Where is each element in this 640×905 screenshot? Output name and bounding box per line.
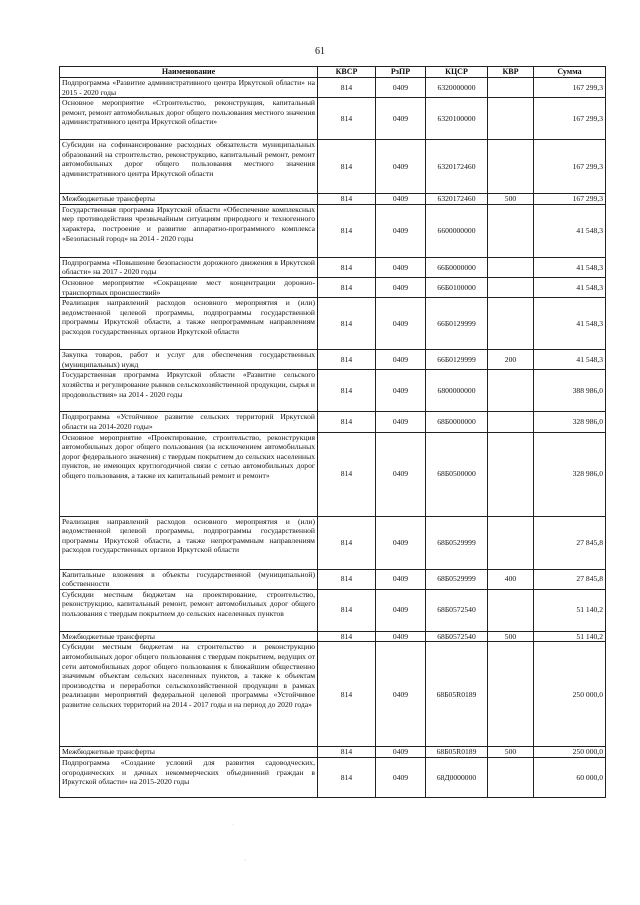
cell-kvsr: 814 [318, 370, 376, 412]
cell-name: Закупка товаров, работ и услуг для обеспечения государственных (муниципальных) нужд [60, 350, 318, 370]
cell-name: Межбюджетные трансферты [60, 747, 318, 758]
cell-rzpr: 0409 [376, 277, 426, 297]
cell-kvr [488, 204, 534, 257]
column-header-kvsr: КВСР [318, 67, 376, 78]
cell-sum: 167 299,3 [534, 78, 606, 98]
cell-kcsr: 68Д0000000 [426, 757, 488, 797]
cell-name: Субсидии на софинансирование расходных обязательств муниципальных образований на строительство, реконструкцию, капитальный ремонт, ремонт автомобильных дорог общего пользования местного значения административного центра Иркутской области [60, 140, 318, 194]
cell-kvsr: 814 [318, 204, 376, 257]
cell-rzpr: 0409 [376, 204, 426, 257]
cell-kvr [488, 78, 534, 98]
table-row [60, 631, 606, 642]
cell-kvsr: 814 [318, 432, 376, 516]
cell-rzpr: 0409 [376, 370, 426, 412]
cell-kvsr: 814 [318, 350, 376, 370]
cell-name: Субсидии местным бюджетам на проектирование, строительство, реконструкцию, капитальный ремонт, ремонт автомобильных дорог общего пользования с твердым покрытием до сельских населенных пунктов [60, 589, 318, 631]
cell-sum: 167 299,3 [534, 194, 606, 205]
column-header-sum: Сумма [534, 67, 606, 78]
table-row [60, 257, 606, 277]
cell-rzpr: 0409 [376, 140, 426, 194]
cell-kvr [488, 642, 534, 747]
cell-rzpr: 0409 [376, 747, 426, 758]
cell-kcsr: 68Б0000000 [426, 412, 488, 432]
cell-kvr [488, 412, 534, 432]
cell-sum: 41 548,3 [534, 298, 606, 350]
cell-sum: 167 299,3 [534, 140, 606, 194]
cell-kvr [488, 277, 534, 297]
cell-kvr [488, 140, 534, 194]
cell-rzpr: 0409 [376, 516, 426, 569]
cell-sum: 51 140,2 [534, 589, 606, 631]
cell-kvr [488, 432, 534, 516]
cell-kcsr: 6320100000 [426, 98, 488, 140]
cell-kcsr: 68Б0572540 [426, 589, 488, 631]
cell-kvr: 400 [488, 569, 534, 589]
cell-sum: 250 000,0 [534, 642, 606, 747]
table-row [60, 350, 606, 370]
table-row [60, 569, 606, 589]
cell-sum: 41 548,3 [534, 257, 606, 277]
cell-kcsr: 68Б05R0189 [426, 642, 488, 747]
cell-rzpr: 0409 [376, 631, 426, 642]
cell-name: Подпрограмма «Устойчивое развитие сельских территорий Иркутской области на 2014-2020 годы» [60, 412, 318, 432]
cell-name: Государственная программа Иркутской области «Развитие сельского хозяйства и регулирование рынков сельскохозяйственной продукции, сырья и продовольствия» на 2014 - 2020 годы [60, 370, 318, 412]
table-row [60, 757, 606, 797]
cell-kvsr: 814 [318, 589, 376, 631]
cell-name: Субсидии местным бюджетам на строительство и реконструкцию автомобильных дорог общего пользования с твердым покрытием, ведущих от сети автомобильных дорог общего пользования к ближайшим общественно значимым объектам сельских населенных пунктов, а также к объектам производства и переработки сельскохозяйственной продукции в рамках реализации мероприятий федеральной целевой программы «Устойчивое развитие сельских территорий на 2014 - 2017 годы и на период до 2020 года» [60, 642, 318, 747]
cell-sum: 51 140,2 [534, 631, 606, 642]
cell-kvr [488, 589, 534, 631]
cell-kcsr: 68Б05R0189 [426, 747, 488, 758]
cell-kvr [488, 757, 534, 797]
cell-sum: 250 000,0 [534, 747, 606, 758]
cell-sum: 27 845,8 [534, 516, 606, 569]
cell-sum: 41 548,3 [534, 277, 606, 297]
column-header-name: Наименование [60, 67, 318, 78]
cell-kvr [488, 516, 534, 569]
table-row [60, 412, 606, 432]
cell-kvsr: 814 [318, 516, 376, 569]
column-header-kvr: КВР [488, 67, 534, 78]
cell-kvsr: 814 [318, 194, 376, 205]
table-row [60, 370, 606, 412]
cell-sum: 328 986,0 [534, 412, 606, 432]
cell-kvsr: 814 [318, 140, 376, 194]
cell-kvsr: 814 [318, 298, 376, 350]
cell-rzpr: 0409 [376, 78, 426, 98]
cell-name: Реализация направлений расходов основного мероприятия и (или) ведомственной целевой программы, подпрограммы государственной программы Иркутской области, а также непрограммным направлениям расходов государственных органов Иркутской области [60, 516, 318, 569]
cell-sum: 27 845,8 [534, 569, 606, 589]
cell-kcsr: 6800000000 [426, 370, 488, 412]
table-row [60, 277, 606, 297]
cell-rzpr: 0409 [376, 257, 426, 277]
cell-kcsr: 66Б0129999 [426, 350, 488, 370]
table-header-row [60, 67, 606, 78]
cell-kvsr: 814 [318, 78, 376, 98]
cell-kvr [488, 98, 534, 140]
cell-kcsr: 66Б0129999 [426, 298, 488, 350]
cell-name: Основное мероприятие «Строительство, реконструкция, капитальный ремонт, ремонт автомобильных дорог общего пользования местного значения административного центра Иркутской области» [60, 98, 318, 140]
cell-kcsr: 66Б0000000 [426, 257, 488, 277]
cell-rzpr: 0409 [376, 194, 426, 205]
cell-kcsr: 68Б0529999 [426, 516, 488, 569]
budget-table [59, 66, 606, 798]
cell-kvsr: 814 [318, 412, 376, 432]
cell-rzpr: 0409 [376, 432, 426, 516]
cell-name: Основное мероприятие «Проектирование, строительство, реконструкция автомобильных дорог общего пользования (за исключением автомобильных дорог федерального значения) с твердым покрытием до сельских населенных пунктов, не имеющих круглогодичной связи с сетью автомобильных дорог общего пользования, а также их капитальный ремонт и ремонт» [60, 432, 318, 516]
cell-rzpr: 0409 [376, 569, 426, 589]
cell-kcsr: 6320172460 [426, 140, 488, 194]
cell-name: Подпрограмма «Развитие административного центра Иркутской области» на 2015 - 2020 годы [60, 78, 318, 98]
cell-rzpr: 0409 [376, 350, 426, 370]
cell-sum: 60 000,0 [534, 757, 606, 797]
cell-kvr: 500 [488, 631, 534, 642]
table-row [60, 194, 606, 205]
table-row [60, 298, 606, 350]
cell-name: Реализация направлений расходов основного мероприятия и (или) ведомственной целевой программы, подпрограммы государственной программы Иркутской области, а также непрограммным направлениям расходов государственных органов Иркутской области [60, 298, 318, 350]
scan-artifact: · [232, 822, 234, 828]
table-body [60, 78, 606, 798]
cell-kcsr: 6320000000 [426, 78, 488, 98]
cell-kvsr: 814 [318, 569, 376, 589]
cell-rzpr: 0409 [376, 98, 426, 140]
cell-name: Капитальные вложения в объекты государственной (муниципальной) собственности [60, 569, 318, 589]
scan-artifact: · [244, 858, 246, 864]
cell-kcsr: 6600000000 [426, 204, 488, 257]
table-row [60, 516, 606, 569]
cell-rzpr: 0409 [376, 412, 426, 432]
cell-rzpr: 0409 [376, 589, 426, 631]
cell-name: Подпрограмма «Создание условий для развития садоводческих, огороднических и дачных некоммерческих объединений граждан в Иркутской области» на 2015-2020 годы [60, 757, 318, 797]
cell-kvsr: 814 [318, 757, 376, 797]
cell-kcsr: 68Б0572540 [426, 631, 488, 642]
cell-sum: 328 986,0 [534, 432, 606, 516]
table-row [60, 589, 606, 631]
cell-kvsr: 814 [318, 631, 376, 642]
cell-kvr: 500 [488, 194, 534, 205]
table-row [60, 432, 606, 516]
cell-kvr [488, 370, 534, 412]
table-row [60, 642, 606, 747]
cell-rzpr: 0409 [376, 642, 426, 747]
cell-kvsr: 814 [318, 642, 376, 747]
cell-sum: 388 986,0 [534, 370, 606, 412]
cell-kcsr: 68Б0529999 [426, 569, 488, 589]
cell-name: Государственная программа Иркутской области «Обеспечение комплексных мер противодействия чрезвычайным ситуациям природного и техногенного характера, построение и развитие аппаратно-программного комплекса «Безопасный город» на 2014 - 2020 годы [60, 204, 318, 257]
cell-kcsr: 6320172460 [426, 194, 488, 205]
cell-sum: 41 548,3 [534, 204, 606, 257]
table-row [60, 747, 606, 758]
column-header-kcsr: КЦСР [426, 67, 488, 78]
cell-rzpr: 0409 [376, 757, 426, 797]
column-header-rzpr: РзПР [376, 67, 426, 78]
cell-name: Подпрограмма «Повышение безопасности дорожного движения в Иркутской области» на 2017 - 2020 годы [60, 257, 318, 277]
cell-kcsr: 66Б0100000 [426, 277, 488, 297]
table-row [60, 98, 606, 140]
cell-kvsr: 814 [318, 257, 376, 277]
cell-sum: 167 299,3 [534, 98, 606, 140]
cell-name: Межбюджетные трансферты [60, 194, 318, 205]
cell-kvr [488, 257, 534, 277]
cell-kvr: 200 [488, 350, 534, 370]
cell-name: Межбюджетные трансферты [60, 631, 318, 642]
cell-kvsr: 814 [318, 747, 376, 758]
cell-rzpr: 0409 [376, 298, 426, 350]
table-row [60, 78, 606, 98]
table-row [60, 204, 606, 257]
cell-kvr: 500 [488, 747, 534, 758]
cell-kvsr: 814 [318, 98, 376, 140]
table-row [60, 140, 606, 194]
cell-kvsr: 814 [318, 277, 376, 297]
cell-kvr [488, 298, 534, 350]
page-number: 61 [315, 46, 325, 57]
cell-kcsr: 68Б0500000 [426, 432, 488, 516]
cell-name: Основное мероприятие «Сокращение мест концентрации дорожно-транспортных происшествий» [60, 277, 318, 297]
cell-sum: 41 548,3 [534, 350, 606, 370]
